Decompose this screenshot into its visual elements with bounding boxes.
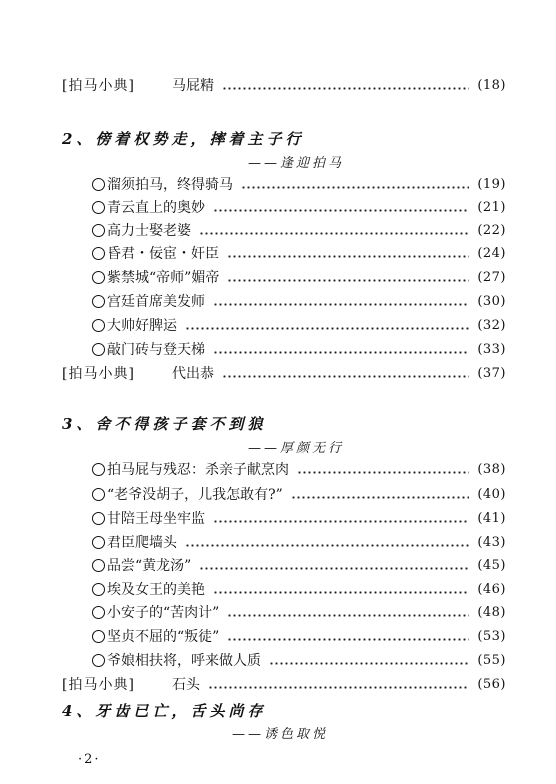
entry-page: (33)	[477, 341, 506, 357]
entry-page: (18)	[477, 77, 506, 93]
dot-leader	[291, 496, 469, 499]
circle-bullet-icon	[92, 488, 105, 501]
entry-page: (48)	[477, 604, 506, 620]
entry-title: 宫廷首席美发师	[107, 294, 205, 310]
dot-leader	[227, 614, 469, 617]
circle-bullet-icon	[92, 247, 105, 260]
section-subtitle: ——逢迎拍马	[248, 156, 345, 171]
circle-bullet-icon	[92, 463, 105, 476]
entry-page: (43)	[477, 534, 506, 550]
entry-page: (56)	[477, 676, 506, 692]
entry-title: 品尝“黄龙汤”	[107, 558, 192, 574]
toc-entry[interactable]	[92, 483, 506, 505]
circle-bullet-icon	[92, 559, 105, 572]
entry-title: 爷娘相扶将，呼来做人质	[107, 653, 261, 669]
circle-bullet-icon	[92, 512, 105, 525]
section-heading: 3、舍不得孩子套不到狼	[62, 415, 267, 433]
dot-leader	[213, 351, 469, 354]
entry-title: 紫禁城“帝师”媚帝	[107, 270, 220, 286]
circle-bullet-icon	[92, 583, 105, 596]
entry-page: (55)	[477, 652, 506, 668]
entry-page: (19)	[477, 176, 506, 192]
circle-bullet-icon	[92, 201, 105, 214]
circle-bullet-icon	[92, 606, 105, 619]
entry-title: 马屁精	[172, 78, 214, 94]
toc-entry[interactable]	[92, 507, 506, 529]
section-heading: 4、牙齿已亡，舌头尚存	[62, 702, 267, 720]
entry-title: “老爷没胡子，儿我怎敢有?”	[107, 487, 283, 503]
entry-page: (30)	[477, 293, 506, 309]
dict-tag: [拍马小典]	[62, 677, 135, 693]
dot-leader	[208, 686, 469, 689]
toc-entry[interactable]	[92, 338, 506, 360]
section-heading: 2、傍着权势走，摔着主子行	[62, 130, 305, 148]
entry-title: 甘陪王母坐牢监	[107, 511, 205, 527]
entry-title: 石头	[172, 677, 200, 693]
toc-entry[interactable]	[92, 314, 506, 336]
dot-leader	[213, 591, 469, 594]
entry-page: (40)	[477, 486, 506, 502]
toc-entry[interactable]	[92, 578, 506, 600]
circle-bullet-icon	[92, 295, 105, 308]
dot-leader	[213, 520, 469, 523]
dot-leader	[227, 279, 469, 282]
dict-entry[interactable]	[62, 362, 506, 384]
circle-bullet-icon	[92, 224, 105, 237]
entry-title: 代出恭	[172, 366, 214, 382]
toc-entry[interactable]	[92, 219, 506, 241]
entry-title: 青云直上的奥妙	[107, 200, 205, 216]
entry-page: (45)	[477, 557, 506, 573]
entry-page: (53)	[477, 628, 506, 644]
toc-entry[interactable]	[92, 649, 506, 671]
entry-title: 敲门砖与登天梯	[107, 342, 205, 358]
entry-page: (22)	[477, 222, 506, 238]
entry-page: (32)	[477, 317, 506, 333]
entry-page: (41)	[477, 510, 506, 526]
entry-title: 小安子的“苦肉计”	[107, 605, 220, 621]
entry-title: 君臣爬墙头	[107, 535, 177, 551]
dot-leader	[222, 87, 469, 90]
circle-bullet-icon	[92, 630, 105, 643]
circle-bullet-icon	[92, 178, 105, 191]
dot-leader	[199, 232, 469, 235]
section-subtitle: ——诱色取悦	[232, 727, 329, 742]
entry-page: (27)	[477, 269, 506, 285]
dot-leader	[213, 303, 469, 306]
toc-entry[interactable]	[92, 601, 506, 623]
dot-leader	[297, 471, 469, 474]
dot-leader	[269, 662, 469, 665]
page-number: ·2·	[78, 752, 101, 767]
entry-page: (37)	[477, 365, 506, 381]
circle-bullet-icon	[92, 654, 105, 667]
dot-leader	[185, 327, 469, 330]
circle-bullet-icon	[92, 536, 105, 549]
toc-entry[interactable]	[92, 242, 506, 264]
toc-entry[interactable]	[92, 625, 506, 647]
entry-title: 大帅好脾运	[107, 318, 177, 334]
dot-leader	[213, 209, 469, 212]
toc-entry[interactable]	[92, 266, 506, 288]
dot-leader	[227, 255, 469, 258]
dot-leader	[241, 186, 469, 189]
circle-bullet-icon	[92, 343, 105, 356]
dot-leader	[222, 375, 469, 378]
dict-entry[interactable]	[62, 673, 506, 695]
toc-entry[interactable]	[92, 554, 506, 576]
toc-entry[interactable]	[92, 531, 506, 553]
entry-page: (21)	[477, 199, 506, 215]
dict-entry[interactable]	[62, 74, 506, 96]
entry-title: 溜须拍马，终得骑马	[107, 177, 233, 193]
toc-entry[interactable]	[92, 196, 506, 218]
entry-page: (38)	[477, 461, 506, 477]
entry-page: (24)	[477, 245, 506, 261]
dot-leader	[185, 544, 469, 547]
entry-page: (46)	[477, 581, 506, 597]
entry-title: 埃及女王的美艳	[107, 582, 205, 598]
section-subtitle: ——厚颜无行	[248, 441, 345, 456]
circle-bullet-icon	[92, 271, 105, 284]
dot-leader	[227, 638, 469, 641]
circle-bullet-icon	[92, 319, 105, 332]
entry-title: 高力士娶老婆	[107, 223, 191, 239]
dict-tag: [拍马小典]	[62, 78, 135, 94]
toc-entry[interactable]	[92, 458, 506, 480]
dot-leader	[199, 567, 469, 570]
toc-entry[interactable]	[92, 173, 506, 195]
toc-entry[interactable]	[92, 290, 506, 312]
dict-tag: [拍马小典]	[62, 366, 135, 382]
entry-title: 拍马屁与残忍：杀亲子献烹肉	[107, 462, 289, 478]
entry-title: 坚贞不屈的“叛徒”	[107, 629, 220, 645]
entry-title: 昏君・佞宦・奸臣	[107, 246, 219, 262]
